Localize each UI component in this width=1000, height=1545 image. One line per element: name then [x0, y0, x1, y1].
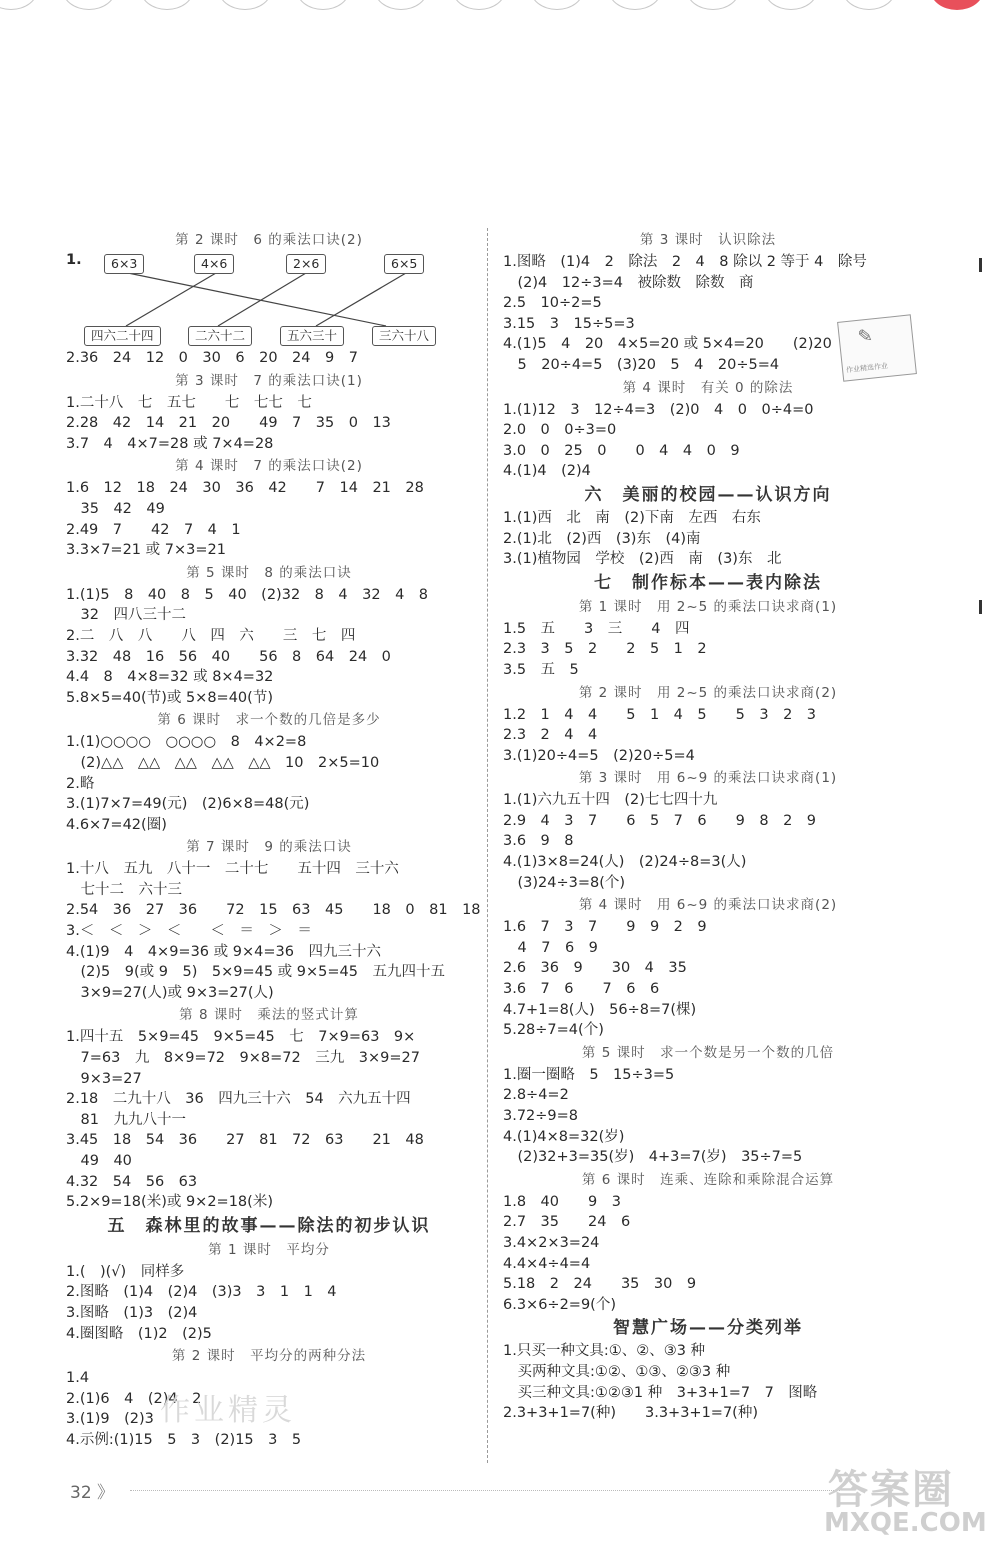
answer-line: 1.圈一圈略 5 15÷3=5	[503, 1066, 675, 1083]
answer-line: 1.(1)5 8 40 8 5 40 (2)32 8 4 32 4 8	[66, 586, 429, 603]
edge-circle	[608, 0, 662, 10]
answer-line: 3.4×2×3=24	[503, 1234, 600, 1251]
unit-title: 智慧广场——分类列举	[613, 1318, 803, 1339]
section-title: 第 8 课时 乘法的竖式计算	[179, 1007, 359, 1024]
formula-card: 2×6	[286, 254, 326, 274]
answer-line: 4.(1)5 4 20 4×5=20 或 5×4=20 (2)20	[503, 336, 832, 353]
answer-line: 7=63 九 8×9=72 9×8=72 三九 3×9=27	[66, 1050, 420, 1067]
answer-line: 4.示例:(1)15 5 3 (2)15 3 5	[66, 1431, 302, 1448]
section-title: 第 4 课时 7 的乘法口诀(2)	[175, 458, 363, 475]
section-title: 第 2 课时 6 的乘法口诀(2)	[175, 232, 363, 248]
answer-line: 2.5 10÷2=5	[503, 295, 602, 312]
answer-line: 3.3×7=21 或 7×3=21	[66, 542, 226, 559]
edge-circle	[62, 0, 116, 10]
unit-title: 六 美丽的校园——认识方向	[584, 484, 832, 505]
answer-line: 买两种文具:①②、①③、②③3 种	[503, 1363, 731, 1380]
section-title: 第 5 课时 8 的乘法口诀	[186, 564, 352, 581]
answer-line: 2.二 八 八 八 四 六 三 七 四	[66, 627, 356, 644]
top-scan-edge	[0, 0, 1000, 14]
answer-line: 3.(1)植物园 学校 (2)西 南 (3)东 北	[503, 551, 782, 568]
section-title: 第 2 课时 用 2~5 的乘法口诀求商(2)	[578, 684, 838, 701]
footer-dotted-rule	[130, 1490, 840, 1491]
answer-line: 1.8 40 9 3	[503, 1193, 621, 1210]
answer-line: 5.2×9=18(米)或 9×2=18(米)	[66, 1194, 273, 1211]
section-title: 第 3 课时 认识除法	[639, 232, 777, 248]
answer-line: 1.4	[66, 1370, 90, 1387]
answer-line: 4.(1)9 4 4×9=36 或 9×4=36 四九三十六	[66, 943, 381, 960]
rhyme-card: 四六二十四	[84, 326, 161, 346]
section-title: 第 2 课时 平均分的两种分法	[171, 1348, 367, 1365]
rhyme-card: 二六十二	[188, 326, 252, 346]
answer-line: 2.略	[66, 775, 95, 792]
section-title: 第 4 课时 用 6~9 的乘法口诀求商(2)	[578, 897, 838, 914]
answer-line: 七十二 六十三	[66, 881, 182, 898]
answer-line: 1.2 1 4 4 5 1 4 5 5 3 2 3	[503, 706, 817, 723]
answer-line: 1.图略 (1)4 2 除法 2 4 8 除以 2 等于 4 除号	[503, 254, 867, 270]
answer-line: 49 40	[66, 1153, 132, 1169]
answer-line: 3.＜ ＜ ＞ ＜ ＜ ＝ ＞ ＝	[66, 923, 312, 940]
margin-mark	[979, 600, 982, 614]
answer-line: (2)5 9(或 9 5) 5×9=45 或 9×5=45 五九四十五	[66, 964, 445, 981]
answer-line: 3.6 7 6 7 6 6	[503, 981, 660, 998]
answer-line: 5 20÷4=5 (3)20 5 4 20÷5=4	[503, 356, 780, 373]
answer-line: 4.4×4÷4=4	[503, 1255, 591, 1272]
section-title: 第 5 课时 求一个数是另一个数的几倍	[581, 1044, 835, 1061]
formula-card: 6×5	[384, 254, 424, 274]
edge-circle	[0, 0, 38, 10]
answer-line: 3.(1)7×7=49(元) (2)6×8=48(元)	[66, 796, 310, 813]
answer-line: 32 四八三十二	[66, 607, 186, 624]
column-divider	[487, 228, 488, 1463]
answer-line: 2.49 7 42 7 4 1	[66, 521, 241, 538]
section-title: 第 7 课时 9 的乘法口诀	[186, 839, 352, 856]
section-title: 第 1 课时 平均分	[208, 1241, 330, 1258]
answer-line: 4.(1)4×8=32(岁)	[503, 1128, 625, 1145]
answer-line: 2.(1)北 (2)西 (3)东 (4)南	[503, 530, 701, 547]
answer-line: 4.4 8 4×8=32 或 8×4=32	[66, 669, 274, 686]
answer-line: 4.6×7=42(圈)	[66, 816, 167, 833]
section-title: 第 6 课时 求一个数的几倍是多少	[157, 712, 381, 729]
answer-line: 4.圈图略 (1)2 (2)5	[66, 1325, 212, 1342]
answer-line: 5.18 2 24 35 30 9	[503, 1276, 697, 1293]
logo-text: 答案圈	[828, 1467, 954, 1513]
answer-line: 2.36 24 12 0 30 6 20 24 9 7	[66, 350, 358, 366]
section-title: 第 3 课时 用 6~9 的乘法口诀求商(1)	[578, 770, 838, 787]
edge-circle-red	[930, 0, 984, 10]
stamp-image	[837, 314, 917, 381]
answer-line: 35 42 49	[66, 500, 165, 517]
answer-line: 2.54 36 27 36 72 15 63 45 18 0 81 18	[66, 902, 481, 919]
faint-watermark: 作业精灵	[160, 1393, 296, 1428]
edge-circle	[140, 0, 194, 10]
answer-line: 1.5 五 3 三 4 四	[503, 620, 690, 637]
answer-line: 3.15 3 15÷5=3	[503, 315, 635, 332]
answer-line: 1.(1)六九五十四 (2)七七四十九	[503, 792, 718, 809]
answer-line: 1.十八 五九 八十一 二十七 五十四 三十六	[66, 861, 399, 878]
answer-line: 1.( )(√) 同样多	[66, 1263, 185, 1280]
answer-line: 买三种文具:①②③1 种 3+3+1=7 7 图略	[503, 1384, 818, 1401]
answer-line: 2.8÷4=2	[503, 1087, 569, 1104]
answer-line: 1.二十八 七 五七 七 七七 七	[66, 394, 312, 411]
answer-line: 4.(1)4 (2)4	[503, 463, 591, 480]
answer-line: 1.(1)西 北 南 (2)下南 左西 右东	[503, 509, 761, 526]
answer-line: 1.只买一种文具:①、②、③3 种	[503, 1343, 706, 1360]
answer-line: 5.8×5=40(节)或 5×8=40(节)	[66, 689, 273, 706]
answer-line: 3.7 4 4×7=28 或 7×4=28	[66, 435, 274, 452]
edge-circle	[764, 0, 818, 10]
answer-line: 2.6 36 9 30 4 35	[503, 960, 687, 977]
answer-line: 3.(1)20÷4=5 (2)20÷5=4	[503, 747, 695, 764]
unit-title: 七 制作标本——表内除法	[594, 572, 822, 593]
answer-line: 3.(1)9 (2)3	[66, 1411, 154, 1428]
rhyme-card: 五六三十	[280, 326, 344, 346]
stamp-ink-icon: ✎	[856, 325, 874, 348]
right-column	[503, 228, 913, 1424]
answer-line: 81 九九八十一	[66, 1111, 186, 1128]
edge-circle	[686, 0, 740, 10]
answer-line: 4 7 6 9	[503, 939, 598, 956]
answer-line: 2.3 2 4 4	[503, 727, 598, 744]
answer-line: 6.3×6÷2=9(个)	[503, 1296, 616, 1313]
answer-line: 4.32 54 56 63	[66, 1173, 198, 1190]
formula-card: 6×3	[104, 254, 144, 274]
answer-line: 3.32 48 16 56 40 56 8 64 24 0	[66, 648, 391, 665]
answer-line: 3.0 0 25 0 0 4 4 0 9	[503, 442, 740, 459]
answer-line: 2.9 4 3 7 6 5 7 6 9 8 2 9	[503, 812, 817, 829]
edge-circle	[296, 0, 350, 10]
answer-line: 3.72÷9=8	[503, 1108, 579, 1124]
answer-line: 1.6 12 18 24 30 36 42 7 14 21 28	[66, 480, 424, 497]
answer-line: 1.6 7 3 7 9 9 2 9	[503, 919, 707, 936]
page-number: 32 》	[70, 1483, 115, 1503]
answer-line: 3.6 9 8	[503, 833, 574, 850]
answer-line: 4.7+1=8(人) 56÷8=7(棵)	[503, 1001, 697, 1018]
question-number: 1.	[66, 252, 82, 268]
answer-line: 2.(1)6 4 (2)4 2	[66, 1390, 202, 1407]
answer-line: 5.28÷7=4(个)	[503, 1022, 604, 1039]
answer-line: 2.0 0 0÷3=0	[503, 422, 617, 439]
left-column	[66, 228, 481, 1451]
answer-line: 2.3+3+1=7(种) 3.3+3+1=7(种)	[503, 1405, 758, 1422]
answer-line: 2.7 35 24 6	[503, 1214, 631, 1231]
stamp-caption: 作业精选作业	[845, 361, 889, 375]
edge-circle	[374, 0, 428, 10]
unit-title: 五 森林里的故事——除法的初步认识	[107, 1215, 431, 1236]
edge-circle	[452, 0, 506, 10]
answer-line: 9×3=27	[66, 1070, 142, 1087]
edge-circle	[218, 0, 272, 10]
logo-url: MXQE.COM	[824, 1508, 987, 1538]
answer-line: 2.28 42 14 21 20 49 7 35 0 13	[66, 415, 391, 432]
answer-line: 3.45 18 54 36 27 81 72 63 21 48	[66, 1132, 424, 1149]
answer-line: 2.3 3 5 2 2 5 1 2	[503, 641, 707, 658]
answer-line: 1.(1)12 3 12÷4=3 (2)0 4 0 0÷4=0	[503, 401, 814, 418]
answer-line: 2.图略 (1)4 (2)4 (3)3 3 1 1 4	[66, 1284, 337, 1301]
answer-line: (2)32+3=35(岁) 4+3=7(岁) 35÷7=5	[503, 1149, 803, 1166]
answer-line: 2.18 二九十八 36 四九三十六 54 六九五十四	[66, 1091, 411, 1108]
answer-line: 4.(1)3×8=24(人) (2)24÷8=3(人)	[503, 854, 747, 871]
rhyme-card: 三六十八	[372, 326, 436, 346]
answer-line: 3.图略 (1)3 (2)4	[66, 1304, 198, 1321]
answer-line: 1.(1)○○○○ ○○○○ 8 4×2=8	[66, 734, 307, 751]
margin-mark	[979, 258, 982, 272]
answer-line: 1.四十五 5×9=45 9×5=45 七 7×9=63 9×	[66, 1029, 416, 1046]
formula-card: 4×6	[194, 254, 234, 274]
section-title: 第 1 课时 用 2~5 的乘法口诀求商(1)	[578, 598, 838, 615]
answer-line: (3)24÷3=8(个)	[503, 874, 626, 891]
answer-line: 3×9=27(人)或 9×3=27(人)	[66, 984, 274, 1001]
section-title: 第 3 课时 7 的乘法口诀(1)	[175, 372, 363, 389]
answer-line: (2)4 12÷3=4 被除数 除数 商	[503, 274, 754, 291]
site-logo	[822, 1458, 1000, 1545]
section-title: 第 6 课时 连乘、连除和乘除混合运算	[581, 1171, 835, 1188]
edge-circle	[530, 0, 584, 10]
matching-diagram	[66, 252, 472, 348]
section-title: 第 4 课时 有关 0 的除法	[622, 379, 794, 396]
answer-line: (2)△△ △△ △△ △△ △△ 10 2×5=10	[66, 754, 380, 771]
edge-circle	[842, 0, 896, 10]
answer-line: 3.5 五 5	[503, 661, 579, 678]
